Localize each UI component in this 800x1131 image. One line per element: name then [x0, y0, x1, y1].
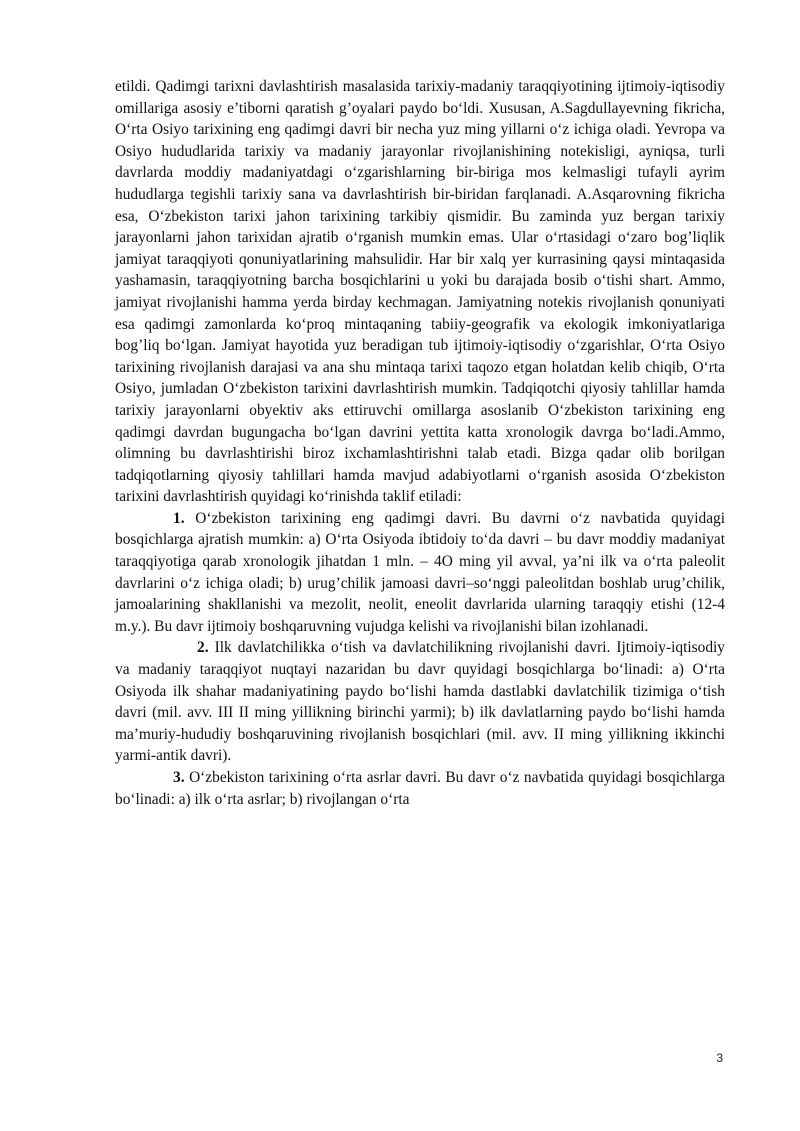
paragraph-period-1-text: O‘zbekiston tarixining eng qadimgi davri. Bu davrni o‘z navbatida quyidagi bosqichlarga ajratish mumkin: a) O‘rta Osiyoda ibtidoiy to‘da davri – bu davr moddiy madaniyat taraqqiyotiga qarab xronologik jihatdan 1 mln. – 4O ming yil avval, ya’ni ilk va o‘rta paleolit davrlarini o‘z ichiga oladi; b) urug’chilik jamoasi davri–so‘nggi paleolitdan boshlab urug’chilik, jamoalarining shakllanishi va mezolit, neolit, eneolit davrlarida ularning taraqqiy etishi (12-4 m.y.). Bu davr ijtimoiy boshqaruvning vujudga kelishi va rivojlanishi bilan izohlanadi.: [115, 509, 725, 635]
paragraph-number: 2.: [197, 639, 209, 657]
paragraph-period-2-text: Ilk davlatchilikka o‘tish va davlatchilikning rivojlanishi davri. Ijtimoiy-iqtisodiy va madaniy taraqqiyot nuqtayi nazaridan bu davr quyidagi bosqichlarga bo‘linadi: a) O‘rta Osiyoda ilk shahar madaniyatining paydo bo‘lishi hamda dastlabki davlatchilik tizimiga o‘tish davri (mil. avv. III II ming yillikning birinchi yarmi); b) ilk davlatlarning paydo bo‘lishi hamda ma’muriy-hududiy boshqaruvining rivojlanish bosqichlari (mil. avv. II ming yillikning ikkinchi yarmi-antik davri).: [115, 639, 725, 765]
paragraph-period-3: [115, 767, 725, 810]
document-page: [115, 76, 725, 810]
paragraph-period-2: [115, 637, 725, 767]
page-number: 3: [716, 1051, 723, 1065]
paragraph-period-3-text: O‘zbekiston tarixining o‘rta asrlar davri. Bu davr o‘z navbatida quyidagi bosqichlarga bo‘linadi: a) ilk o‘rta asrlar; b) rivojlangan o‘rta: [115, 769, 725, 808]
paragraph-intro-text: etildi. Qadimgi tarixni davlashtirish masalasida tarixiy-madaniy taraqqiyotining ijtimoiy-iqtisodiy omillariga asosiy e’tiborni qaratish g’oyalari paydo bo‘ldi. Xususan, A.Sagdullayevning fikricha, O‘rta Osiyo tarixining eng qadimgi davri bir necha yuz ming yillarni o‘z ichiga oladi. Yevropa va Osiyo hududlarida tarixiy va madaniy jarayonlar rivojlanishining notekisligi, ayniqsa, turli davrlarda moddiy madaniyatdagi o‘zgarishlarning bir-biriga mos kelmasligi tufayli ayrim hududlarga tegishli tarixiy sana va davrlashtirish bir-biridan farqlanadi. A.Asqarovning fikricha esa, O‘zbekiston tarixi jahon tarixining tarkibiy qismidir. Bu zaminda yuz bergan tarixiy jarayonlarni jahon tarixidan ajratib o‘rganish mumkin emas. Ular o‘rtasidagi o‘zaro bog’liqlik jamiyat taraqqiyoti qonuniyatlarining mahsulidir. Har bir xalq yer kurrasining qaysi mintaqasida yashamasin, taraqqiyotning barcha bosqichlarini u yoki bu darajada bosib o‘tishi shart. Ammo, jamiyat rivojlanishi hamma yerda birday kechmagan. Jamiyatning notekis rivojlanish qonuniyati esa qadimgi zamonlarda ko‘proq mintaqaning tabiiy-geografik va ekologik imkoniyatlariga bog’liq bo‘lgan. Jamiyat hayotida yuz beradigan tub ijtimoiy-iqtisodiy o‘zgarishlar, O‘rta Osiyo tarixining rivojlanish darajasi va ana shu mintaqa tarixi taqozo etgan holatdan kelib chiqib, O‘rta Osiyo, jumladan O‘zbekiston tarixini davrlashtirish mumkin. Tadqiqotchi qiyosiy tahlillar hamda tarixiy jarayonlarni obyektiv aks ettiruvchi omillarga asoslanib O‘zbekiston tarixining eng qadimgi davrdan bugungacha bo‘lgan davrini yettita katta xronologik davrga bo‘ladi.Ammo, olimning bu davrlashtirishi biroz ixchamlashtirishni talab etadi. Bizga qadar olib borilgan tadqiqotlarning qiyosiy tahlillari hamda mavjud adabiyotlarni o‘rganish asosida O‘zbekiston tarixini davrlashtirish quyidagi ko‘rinishda taklif etiladi:: [115, 78, 725, 506]
paragraph-period-1: [115, 508, 725, 638]
paragraph-intro: [115, 76, 725, 508]
paragraph-number: 1.: [173, 509, 185, 527]
paragraph-number: 3.: [173, 769, 185, 786]
